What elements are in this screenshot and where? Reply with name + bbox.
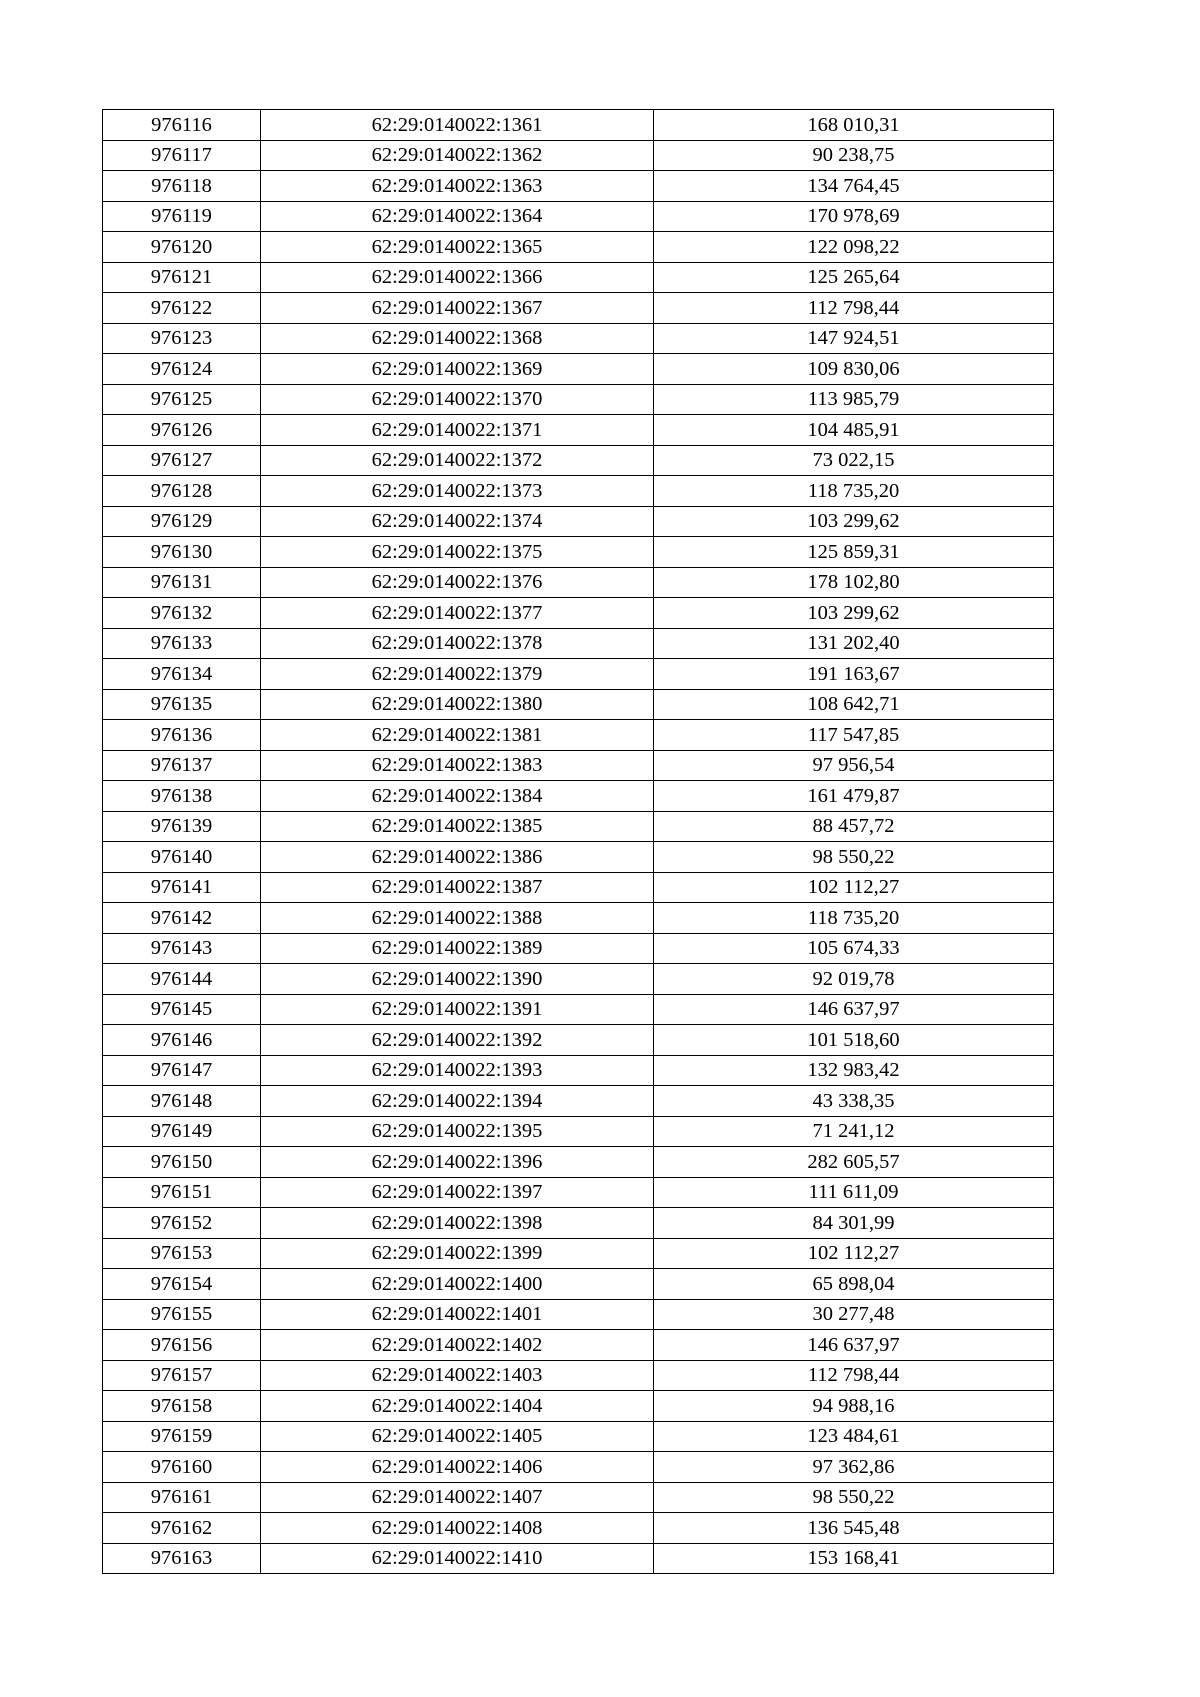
cadastral-number-cell: 62:29:0140022:1369	[261, 354, 654, 385]
cadastral-value-cell: 113 985,79	[654, 384, 1054, 415]
cadastral-number-cell: 62:29:0140022:1366	[261, 262, 654, 293]
table-row	[103, 1543, 1054, 1574]
row-number-cell: 976149	[103, 1116, 261, 1147]
table-row	[103, 1055, 1054, 1086]
row-number-cell: 976150	[103, 1147, 261, 1178]
cadastral-number-cell: 62:29:0140022:1408	[261, 1513, 654, 1544]
cadastral-number-cell: 62:29:0140022:1361	[261, 110, 654, 141]
table-row	[103, 384, 1054, 415]
row-number-cell: 976133	[103, 628, 261, 659]
cadastral-number-cell: 62:29:0140022:1384	[261, 781, 654, 812]
cadastral-number-cell: 62:29:0140022:1377	[261, 598, 654, 629]
cadastral-value-cell: 65 898,04	[654, 1269, 1054, 1300]
cadastral-number-cell: 62:29:0140022:1383	[261, 750, 654, 781]
table-body	[103, 110, 1054, 1574]
row-number-cell: 976140	[103, 842, 261, 873]
cadastral-number-cell: 62:29:0140022:1392	[261, 1025, 654, 1056]
cadastral-value-cell: 191 163,67	[654, 659, 1054, 690]
cadastral-number-cell: 62:29:0140022:1370	[261, 384, 654, 415]
cadastral-number-cell: 62:29:0140022:1389	[261, 933, 654, 964]
table-row	[103, 1147, 1054, 1178]
cadastral-number-cell: 62:29:0140022:1403	[261, 1360, 654, 1391]
cadastral-value-cell: 101 518,60	[654, 1025, 1054, 1056]
cadastral-value-table	[102, 109, 1054, 1574]
row-number-cell: 976116	[103, 110, 261, 141]
table-row	[103, 842, 1054, 873]
row-number-cell: 976139	[103, 811, 261, 842]
table-row	[103, 567, 1054, 598]
cadastral-number-cell: 62:29:0140022:1396	[261, 1147, 654, 1178]
cadastral-value-cell: 98 550,22	[654, 1482, 1054, 1513]
cadastral-value-cell: 117 547,85	[654, 720, 1054, 751]
cadastral-number-cell: 62:29:0140022:1372	[261, 445, 654, 476]
cadastral-number-cell: 62:29:0140022:1378	[261, 628, 654, 659]
cadastral-value-cell: 118 735,20	[654, 476, 1054, 507]
row-number-cell: 976148	[103, 1086, 261, 1117]
cadastral-value-cell: 170 978,69	[654, 201, 1054, 232]
cadastral-value-cell: 30 277,48	[654, 1299, 1054, 1330]
cadastral-value-cell: 88 457,72	[654, 811, 1054, 842]
table-row	[103, 628, 1054, 659]
table-row	[103, 323, 1054, 354]
cadastral-value-cell: 104 485,91	[654, 415, 1054, 446]
table-row	[103, 1238, 1054, 1269]
row-number-cell: 976141	[103, 872, 261, 903]
row-number-cell: 976121	[103, 262, 261, 293]
row-number-cell: 976160	[103, 1452, 261, 1483]
cadastral-value-cell: 153 168,41	[654, 1543, 1054, 1574]
table-row	[103, 293, 1054, 324]
cadastral-number-cell: 62:29:0140022:1388	[261, 903, 654, 934]
table-row	[103, 1025, 1054, 1056]
cadastral-value-cell: 102 112,27	[654, 1238, 1054, 1269]
cadastral-number-cell: 62:29:0140022:1379	[261, 659, 654, 690]
row-number-cell: 976122	[103, 293, 261, 324]
row-number-cell: 976142	[103, 903, 261, 934]
cadastral-number-cell: 62:29:0140022:1365	[261, 232, 654, 263]
row-number-cell: 976144	[103, 964, 261, 995]
table-row	[103, 811, 1054, 842]
row-number-cell: 976153	[103, 1238, 261, 1269]
cadastral-number-cell: 62:29:0140022:1402	[261, 1330, 654, 1361]
row-number-cell: 976119	[103, 201, 261, 232]
cadastral-number-cell: 62:29:0140022:1400	[261, 1269, 654, 1300]
cadastral-number-cell: 62:29:0140022:1390	[261, 964, 654, 995]
table-row	[103, 506, 1054, 537]
table-row	[103, 750, 1054, 781]
row-number-cell: 976123	[103, 323, 261, 354]
row-number-cell: 976118	[103, 171, 261, 202]
row-number-cell: 976132	[103, 598, 261, 629]
cadastral-value-cell: 178 102,80	[654, 567, 1054, 598]
row-number-cell: 976158	[103, 1391, 261, 1422]
table-row	[103, 1086, 1054, 1117]
cadastral-number-cell: 62:29:0140022:1397	[261, 1177, 654, 1208]
cadastral-number-cell: 62:29:0140022:1391	[261, 994, 654, 1025]
cadastral-number-cell: 62:29:0140022:1380	[261, 689, 654, 720]
row-number-cell: 976161	[103, 1482, 261, 1513]
cadastral-number-cell: 62:29:0140022:1401	[261, 1299, 654, 1330]
cadastral-number-cell: 62:29:0140022:1364	[261, 201, 654, 232]
cadastral-value-cell: 118 735,20	[654, 903, 1054, 934]
table-row	[103, 232, 1054, 263]
cadastral-value-cell: 161 479,87	[654, 781, 1054, 812]
cadastral-value-cell: 146 637,97	[654, 994, 1054, 1025]
row-number-cell: 976159	[103, 1421, 261, 1452]
cadastral-value-cell: 94 988,16	[654, 1391, 1054, 1422]
table-row	[103, 415, 1054, 446]
table-row	[103, 262, 1054, 293]
row-number-cell: 976154	[103, 1269, 261, 1300]
table-row	[103, 781, 1054, 812]
cadastral-number-cell: 62:29:0140022:1367	[261, 293, 654, 324]
cadastral-number-cell: 62:29:0140022:1381	[261, 720, 654, 751]
cadastral-value-cell: 71 241,12	[654, 1116, 1054, 1147]
cadastral-number-cell: 62:29:0140022:1394	[261, 1086, 654, 1117]
cadastral-number-cell: 62:29:0140022:1395	[261, 1116, 654, 1147]
cadastral-value-cell: 125 265,64	[654, 262, 1054, 293]
table-row	[103, 354, 1054, 385]
row-number-cell: 976134	[103, 659, 261, 690]
table-row	[103, 110, 1054, 141]
cadastral-value-cell: 103 299,62	[654, 506, 1054, 537]
cadastral-value-cell: 112 798,44	[654, 1360, 1054, 1391]
table-row	[103, 171, 1054, 202]
cadastral-number-cell: 62:29:0140022:1385	[261, 811, 654, 842]
table-row	[103, 537, 1054, 568]
cadastral-number-cell: 62:29:0140022:1387	[261, 872, 654, 903]
table-row	[103, 1208, 1054, 1239]
cadastral-value-cell: 103 299,62	[654, 598, 1054, 629]
row-number-cell: 976137	[103, 750, 261, 781]
row-number-cell: 976151	[103, 1177, 261, 1208]
cadastral-value-cell: 111 611,09	[654, 1177, 1054, 1208]
row-number-cell: 976124	[103, 354, 261, 385]
table-row	[103, 1513, 1054, 1544]
table-row	[103, 1482, 1054, 1513]
cadastral-number-cell: 62:29:0140022:1410	[261, 1543, 654, 1574]
cadastral-value-cell: 84 301,99	[654, 1208, 1054, 1239]
table-row	[103, 1269, 1054, 1300]
table-row	[103, 445, 1054, 476]
cadastral-number-cell: 62:29:0140022:1393	[261, 1055, 654, 1086]
row-number-cell: 976129	[103, 506, 261, 537]
row-number-cell: 976131	[103, 567, 261, 598]
cadastral-value-cell: 109 830,06	[654, 354, 1054, 385]
cadastral-value-cell: 168 010,31	[654, 110, 1054, 141]
row-number-cell: 976135	[103, 689, 261, 720]
cadastral-value-cell: 90 238,75	[654, 140, 1054, 171]
table-row	[103, 140, 1054, 171]
table-row	[103, 201, 1054, 232]
row-number-cell: 976162	[103, 1513, 261, 1544]
cadastral-number-cell: 62:29:0140022:1398	[261, 1208, 654, 1239]
cadastral-number-cell: 62:29:0140022:1371	[261, 415, 654, 446]
cadastral-value-cell: 43 338,35	[654, 1086, 1054, 1117]
row-number-cell: 976126	[103, 415, 261, 446]
cadastral-value-cell: 108 642,71	[654, 689, 1054, 720]
table-row	[103, 1177, 1054, 1208]
cadastral-number-cell: 62:29:0140022:1376	[261, 567, 654, 598]
cadastral-number-cell: 62:29:0140022:1404	[261, 1391, 654, 1422]
cadastral-number-cell: 62:29:0140022:1399	[261, 1238, 654, 1269]
cadastral-value-cell: 122 098,22	[654, 232, 1054, 263]
row-number-cell: 976147	[103, 1055, 261, 1086]
table-row	[103, 994, 1054, 1025]
cadastral-number-cell: 62:29:0140022:1368	[261, 323, 654, 354]
table-row	[103, 659, 1054, 690]
cadastral-value-cell: 92 019,78	[654, 964, 1054, 995]
cadastral-number-cell: 62:29:0140022:1374	[261, 506, 654, 537]
cadastral-value-cell: 136 545,48	[654, 1513, 1054, 1544]
cadastral-value-cell: 123 484,61	[654, 1421, 1054, 1452]
table-row	[103, 1330, 1054, 1361]
row-number-cell: 976157	[103, 1360, 261, 1391]
row-number-cell: 976120	[103, 232, 261, 263]
table-row	[103, 903, 1054, 934]
cadastral-number-cell: 62:29:0140022:1375	[261, 537, 654, 568]
cadastral-number-cell: 62:29:0140022:1363	[261, 171, 654, 202]
cadastral-value-cell: 132 983,42	[654, 1055, 1054, 1086]
cadastral-value-cell: 97 956,54	[654, 750, 1054, 781]
cadastral-number-cell: 62:29:0140022:1405	[261, 1421, 654, 1452]
table-row	[103, 1421, 1054, 1452]
row-number-cell: 976128	[103, 476, 261, 507]
row-number-cell: 976136	[103, 720, 261, 751]
row-number-cell: 976145	[103, 994, 261, 1025]
table-row	[103, 964, 1054, 995]
row-number-cell: 976152	[103, 1208, 261, 1239]
cadastral-value-cell: 131 202,40	[654, 628, 1054, 659]
cadastral-value-cell: 105 674,33	[654, 933, 1054, 964]
cadastral-value-cell: 125 859,31	[654, 537, 1054, 568]
cadastral-value-cell: 97 362,86	[654, 1452, 1054, 1483]
cadastral-value-cell: 146 637,97	[654, 1330, 1054, 1361]
row-number-cell: 976155	[103, 1299, 261, 1330]
cadastral-number-cell: 62:29:0140022:1373	[261, 476, 654, 507]
cadastral-value-cell: 134 764,45	[654, 171, 1054, 202]
cadastral-value-cell: 112 798,44	[654, 293, 1054, 324]
table-row	[103, 1452, 1054, 1483]
cadastral-number-cell: 62:29:0140022:1407	[261, 1482, 654, 1513]
table-row	[103, 598, 1054, 629]
row-number-cell: 976130	[103, 537, 261, 568]
row-number-cell: 976146	[103, 1025, 261, 1056]
cadastral-number-cell: 62:29:0140022:1406	[261, 1452, 654, 1483]
cadastral-value-cell: 98 550,22	[654, 842, 1054, 873]
table-row	[103, 1116, 1054, 1147]
table-row	[103, 1391, 1054, 1422]
cadastral-value-cell: 147 924,51	[654, 323, 1054, 354]
row-number-cell: 976156	[103, 1330, 261, 1361]
table-row	[103, 720, 1054, 751]
cadastral-value-cell: 73 022,15	[654, 445, 1054, 476]
table-row	[103, 1360, 1054, 1391]
table-row	[103, 689, 1054, 720]
cadastral-value-cell: 102 112,27	[654, 872, 1054, 903]
cadastral-number-cell: 62:29:0140022:1386	[261, 842, 654, 873]
row-number-cell: 976163	[103, 1543, 261, 1574]
cadastral-value-cell: 282 605,57	[654, 1147, 1054, 1178]
row-number-cell: 976127	[103, 445, 261, 476]
row-number-cell: 976143	[103, 933, 261, 964]
row-number-cell: 976117	[103, 140, 261, 171]
table-row	[103, 1299, 1054, 1330]
table-row	[103, 933, 1054, 964]
row-number-cell: 976125	[103, 384, 261, 415]
table-row	[103, 476, 1054, 507]
row-number-cell: 976138	[103, 781, 261, 812]
table-row	[103, 872, 1054, 903]
cadastral-number-cell: 62:29:0140022:1362	[261, 140, 654, 171]
